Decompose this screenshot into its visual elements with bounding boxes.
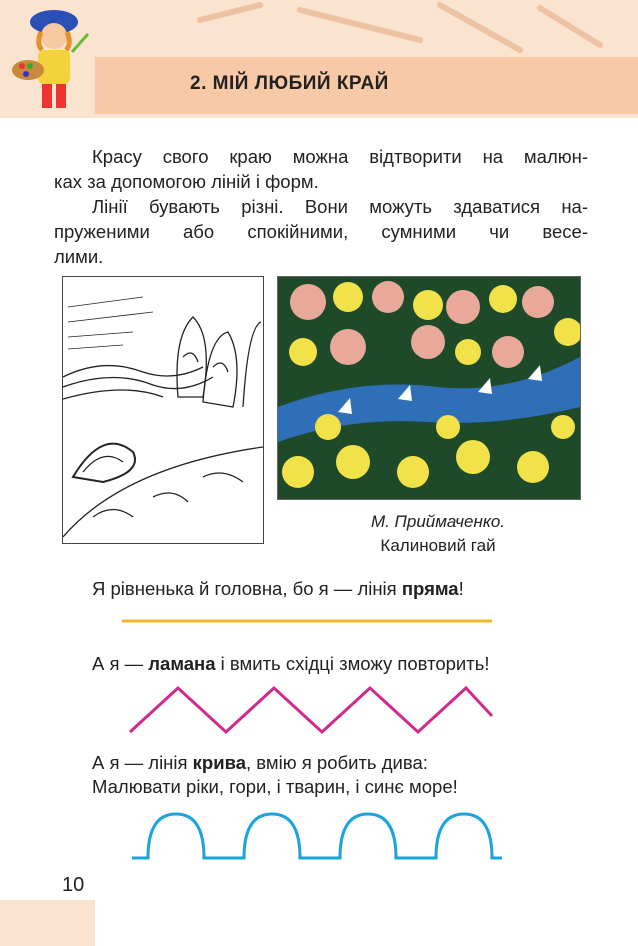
footer-band xyxy=(0,900,95,946)
intro-paragraph-1 xyxy=(54,144,588,194)
keyword-zigzag: ламана xyxy=(148,653,216,674)
text-line: лими. xyxy=(54,246,104,267)
keyword-curve: крива xyxy=(192,752,247,773)
zigzag-line-example xyxy=(126,682,496,736)
painting-kalynovyi-hai xyxy=(277,276,581,500)
text-span: ! xyxy=(458,578,464,599)
page-title: 2. МІЙ ЛЮБИЙ КРАЙ xyxy=(190,73,389,94)
text-span: і вмить східці зможу повторить! xyxy=(215,653,490,674)
line-drawing-landscape xyxy=(62,276,264,544)
painter-mascot-icon xyxy=(8,4,93,114)
text-span: Я рівненька й головна, бо я — лінія xyxy=(92,578,402,599)
zigzag-line xyxy=(130,688,492,732)
page-number: 10 xyxy=(62,874,85,896)
text-line: ках за допомогою ліній і форм. xyxy=(54,171,319,192)
text-line: Красу свого краю можна відтворити на малюн- xyxy=(92,146,588,167)
intro-paragraph-2 xyxy=(54,194,588,269)
curve-line-text-2: Малювати ріки, гори, і тварин, і синє море! xyxy=(92,776,458,797)
caption-title: Калиновий гай xyxy=(380,536,496,555)
zigzag-line-text xyxy=(92,653,490,675)
text-span: А я — лінія xyxy=(92,752,193,773)
text-span: , вмію я робить дива: xyxy=(246,752,428,773)
landscape-sketch xyxy=(63,277,263,543)
text-line: пруженими або спокійними, сумними чи весе- xyxy=(54,221,588,242)
keyword-straight: пряма xyxy=(401,578,459,599)
straight-line-text xyxy=(92,578,464,600)
straight-line-example xyxy=(120,614,500,626)
curve-line-text xyxy=(92,752,428,774)
text-span: А я — xyxy=(92,653,149,674)
curved-line xyxy=(132,814,502,858)
caption-author: М. Приймаченко. xyxy=(370,512,506,531)
text-line: Лінії бувають різні. Вони можуть здаватися на- xyxy=(92,196,588,217)
painting-image xyxy=(278,277,580,499)
curved-line-example xyxy=(128,808,508,864)
